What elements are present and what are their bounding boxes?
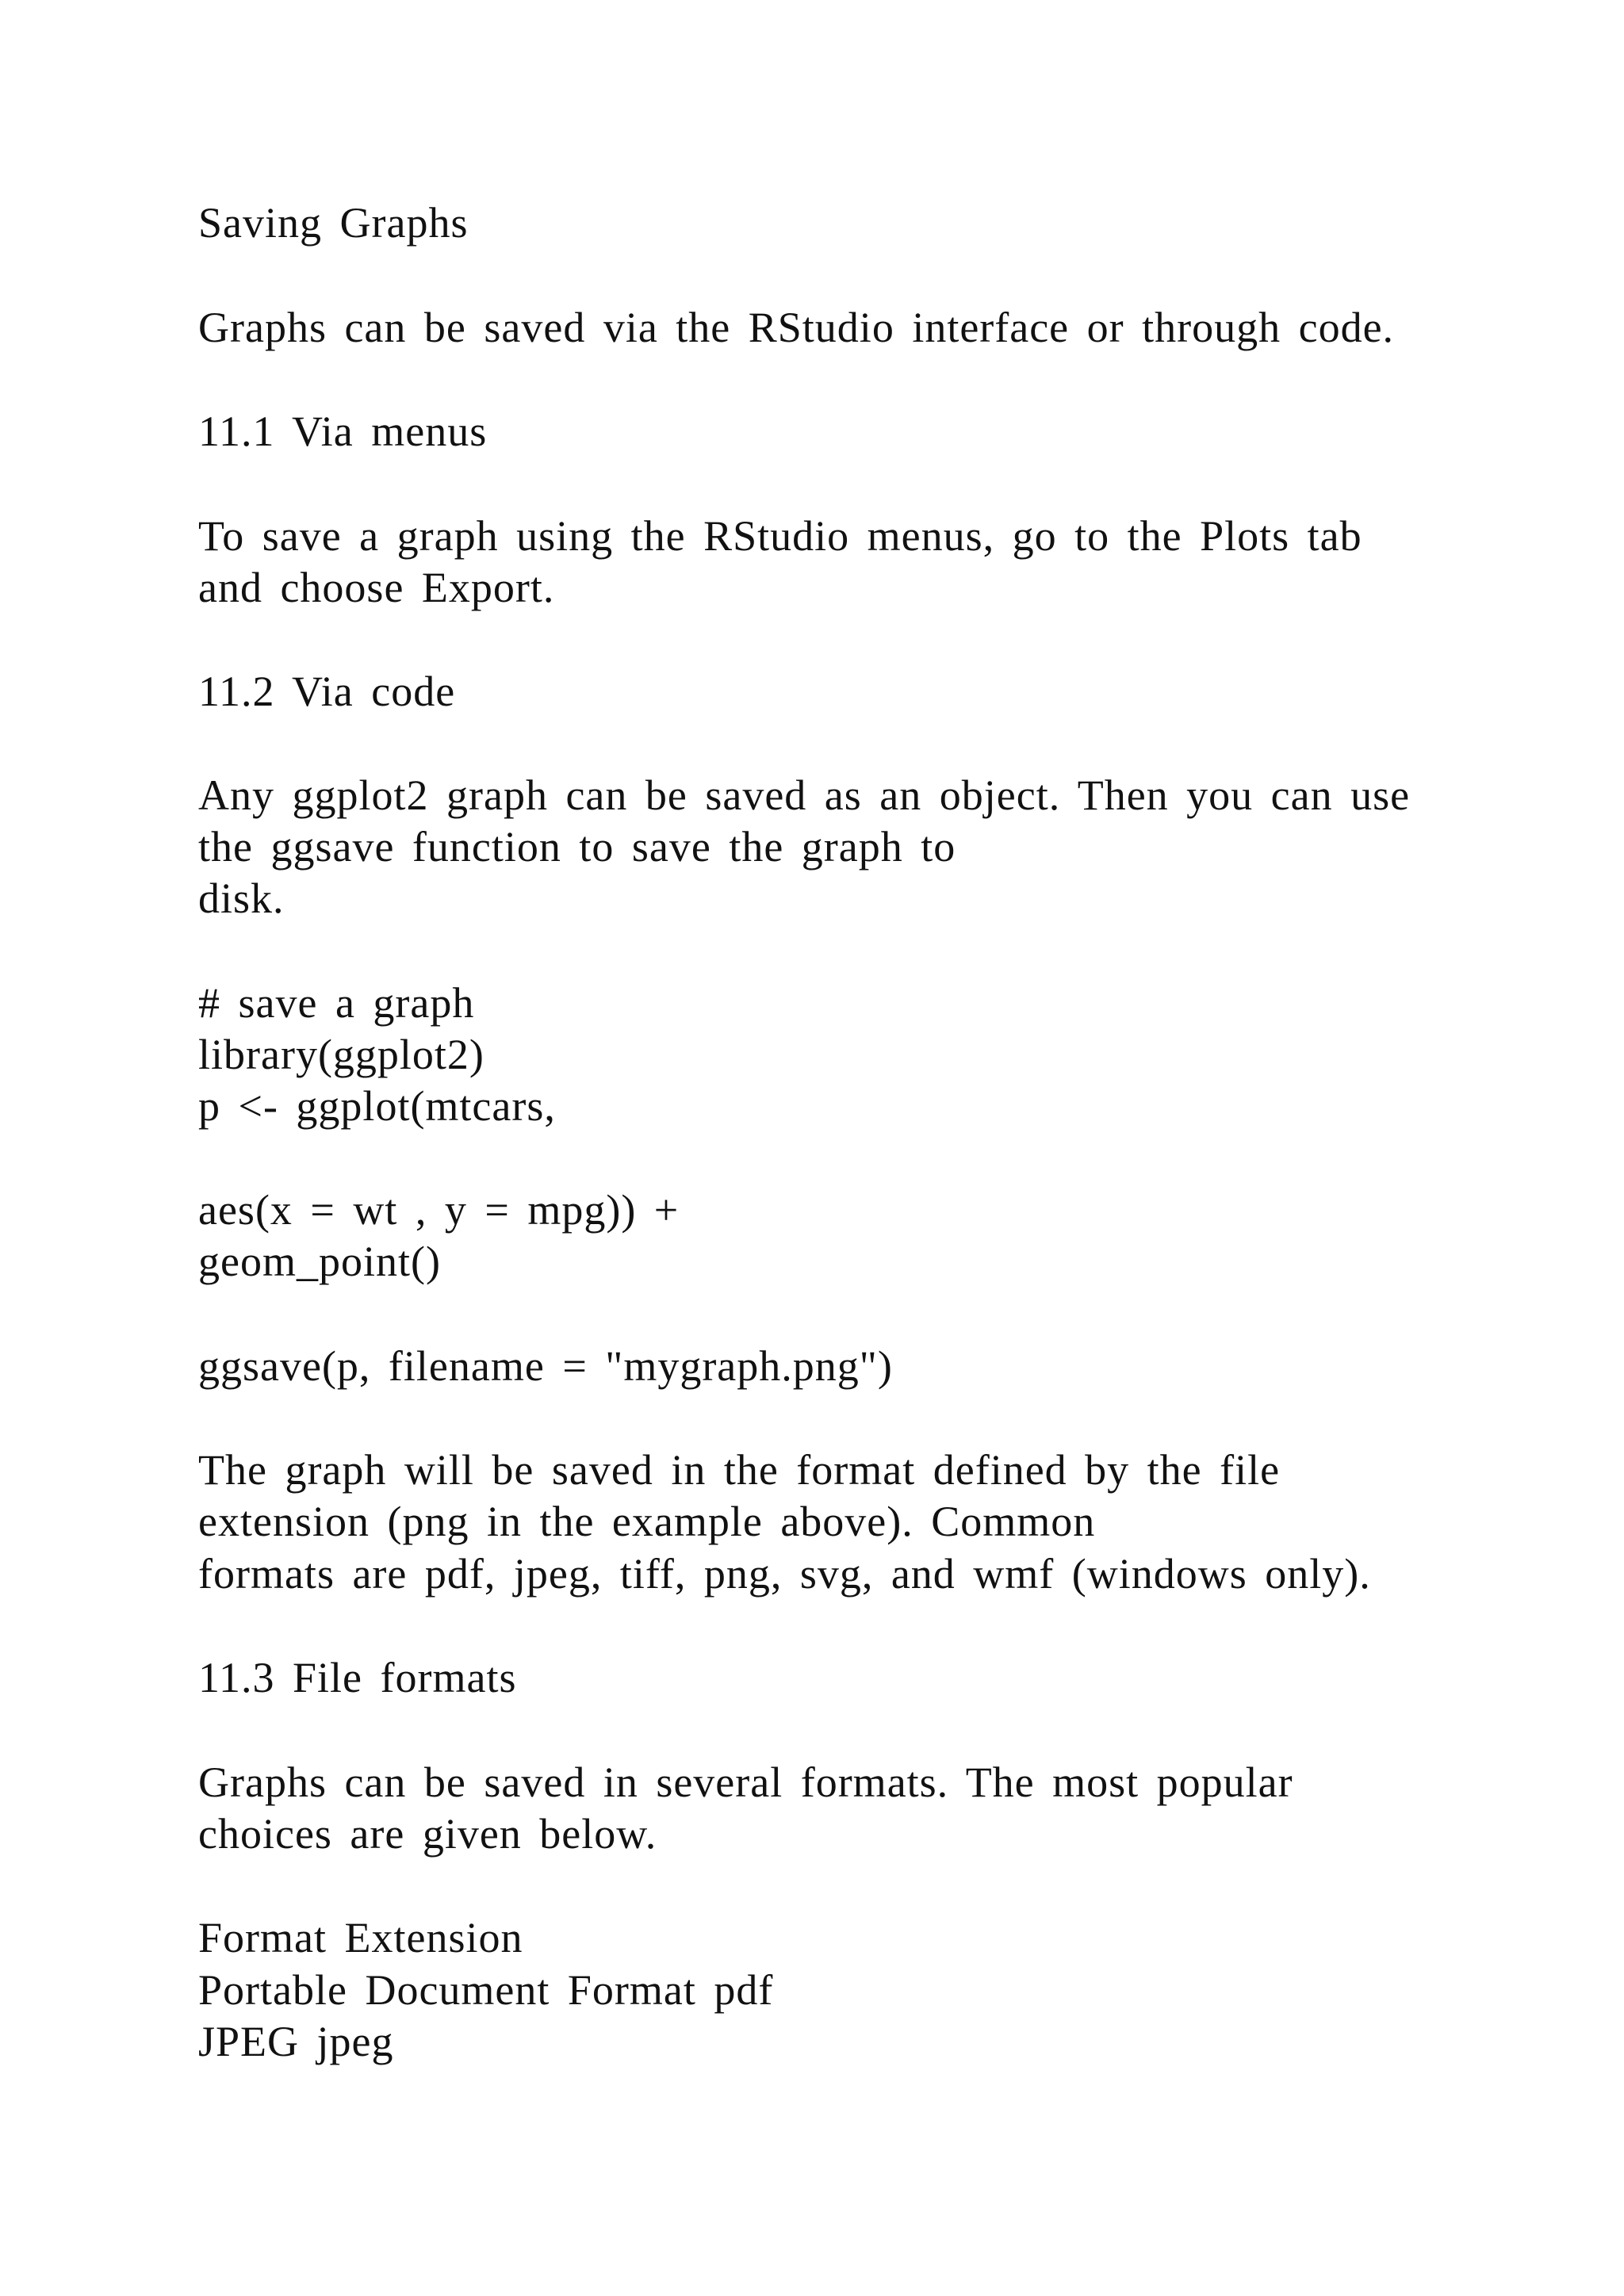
section-11-3-paragraph-line: choices are given below. [198,1810,657,1858]
document-title: Saving Graphs [198,199,469,247]
format-paragraph-line: formats are pdf, jpeg, tiff, png, svg, and wmf (windows only). [198,1550,1371,1598]
code-line: ggsave(p, filename = "mygraph.png") [198,1342,893,1390]
section-11-2-paragraph-line: Any ggplot2 graph can be saved as an object. Then you can use [198,771,1411,819]
section-11-1-paragraph-line: To save a graph using the RStudio menus, go to the Plots tab [198,512,1362,560]
format-table-row: JPEG jpeg [198,2018,394,2065]
code-line: aes(x = wt , y = mpg)) + [198,1186,680,1234]
format-table-header: Format Extension [198,1914,523,1961]
section-11-1-heading: 11.1 Via menus [198,408,488,455]
section-11-2-heading: 11.2 Via code [198,668,456,715]
code-line: # save a graph [198,979,475,1027]
section-11-3-paragraph-line: Graphs can be saved in several formats. The most popular [198,1758,1293,1806]
code-line: p <- ggplot(mtcars, [198,1082,556,1130]
intro-paragraph: Graphs can be saved via the RStudio interface or through code. [198,304,1395,351]
section-11-3-heading: 11.3 File formats [198,1654,517,1701]
format-paragraph-line: The graph will be saved in the format defined by the file [198,1446,1281,1494]
section-11-1-paragraph-line: and choose Export. [198,564,555,611]
format-paragraph-line: extension (png in the example above). Common [198,1498,1096,1545]
format-table-row: Portable Document Format pdf [198,1966,774,2014]
code-line: library(ggplot2) [198,1031,485,1078]
code-line: geom_point() [198,1238,441,1285]
section-11-2-paragraph-line: disk. [198,874,285,922]
section-11-2-paragraph-line: the ggsave function to save the graph to [198,823,956,871]
